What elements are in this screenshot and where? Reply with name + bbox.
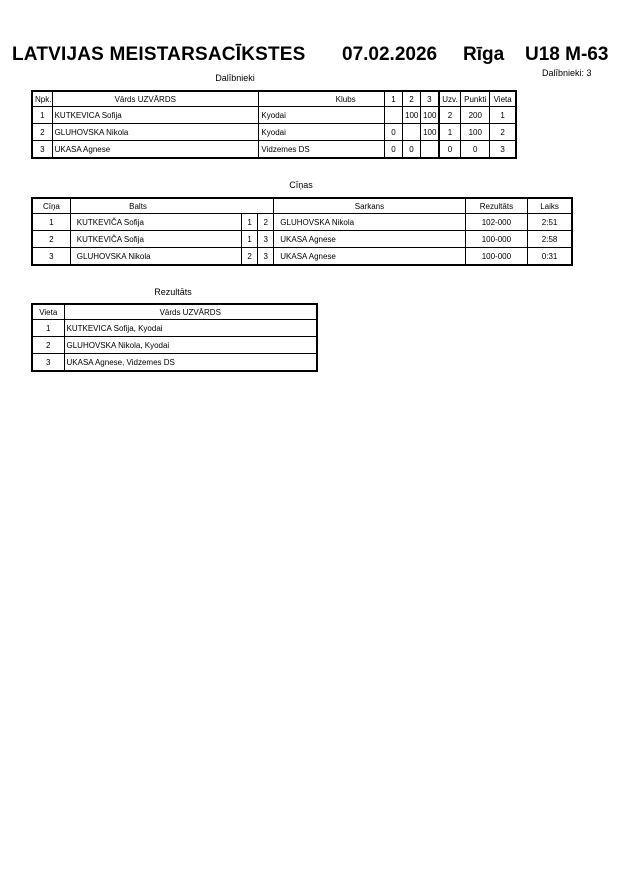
cell-name-club: GLUHOVSKA Nikola, Kyodai [64,337,317,354]
participants-header-row [32,91,516,107]
cell-no: 2 [32,124,52,141]
participants-table [31,90,517,159]
cell-time: 0:31 [528,248,572,266]
results-header-row [32,304,317,320]
cell-club: Vidzemes DS [259,141,385,159]
col-header-r2: 2 [403,91,421,107]
cell-wins: 0 [439,141,461,159]
cell-result: 100-000 [465,248,527,266]
cell-name-club: UKASA Agnese, Vidzemes DS [64,354,317,372]
col-header-r3: 3 [421,91,439,107]
cell-points: 0 [461,141,490,159]
cell-time: 2:51 [528,214,572,231]
cell-place: 3 [32,354,64,372]
cell-r2: 0 [403,141,421,159]
col-header-wins: Uzv. [439,91,461,107]
col-header-name: Vārds UZVĀRDS [64,304,317,320]
cell-result: 102-000 [465,214,527,231]
cell-r3: 100 [421,124,439,141]
cell-r1 [384,107,402,124]
fights-header-row [32,198,572,214]
cell-red: UKASA Agnese [274,231,465,248]
cell-place: 1 [32,320,64,337]
participants-count: Dalībnieki: 3 [542,68,592,78]
fights-section-label: Cīņas [289,180,313,190]
table-row [32,354,317,372]
col-header-club: Klubs [259,91,385,107]
cell-r1: 0 [384,124,402,141]
col-header-place: Vieta [490,91,516,107]
table-row [32,231,572,248]
table-row [32,141,516,159]
col-header-fight: Cīņa [32,198,70,214]
col-header-r1: 1 [384,91,402,107]
event-date: 07.02.2026 [342,44,438,65]
cell-time: 2:58 [528,231,572,248]
cell-white-no: 1 [242,214,258,231]
results-table [31,303,318,372]
cell-r1: 0 [384,141,402,159]
cell-wins: 1 [439,124,461,141]
col-header-white: Balts [70,198,273,214]
event-city: Rīga [463,44,505,65]
cell-points: 200 [461,107,490,124]
cell-club: Kyodai [259,107,385,124]
page-title: LATVIJAS MEISTARSACĪKSTES [12,44,306,65]
col-header-points: Punkti [461,91,490,107]
cell-points: 100 [461,124,490,141]
cell-r2 [403,124,421,141]
cell-r3: 100 [421,107,439,124]
participants-section-label: Dalībnieki [215,73,255,83]
cell-r2: 100 [403,107,421,124]
header [0,44,630,70]
col-header-time: Laiks [528,198,572,214]
cell-no: 3 [32,141,52,159]
cell-white-no: 2 [242,248,258,266]
cell-white-no: 1 [242,231,258,248]
cell-red: UKASA Agnese [274,248,465,266]
cell-place: 2 [490,124,516,141]
cell-fight-no: 1 [32,214,70,231]
cell-place: 1 [490,107,516,124]
cell-result: 100-000 [465,231,527,248]
cell-white: KUTKEVIČA Sofija [70,214,241,231]
table-row [32,107,516,124]
cell-white: GLUHOVSKA Nikola [70,248,241,266]
cell-red-no: 3 [258,231,274,248]
col-header-place: Vieta [32,304,64,320]
cell-red-no: 2 [258,214,274,231]
cell-no: 1 [32,107,52,124]
cell-name: GLUHOVSKA Nikola [52,124,259,141]
cell-place: 2 [32,337,64,354]
cell-place: 3 [490,141,516,159]
weight-category: U18 M-63 [525,44,609,65]
cell-name: UKASA Agnese [52,141,259,159]
table-row [32,124,516,141]
cell-red: GLUHOVSKA Nikola [274,214,465,231]
cell-wins: 2 [439,107,461,124]
results-section-label: Rezultāts [154,287,192,297]
col-header-name: Vārds UZVĀRDS [52,91,259,107]
table-row [32,337,317,354]
cell-white: KUTKEVIČA Sofija [70,231,241,248]
cell-fight-no: 3 [32,248,70,266]
cell-fight-no: 2 [32,231,70,248]
col-header-red: Sarkans [274,198,465,214]
col-header-result: Rezultāts [465,198,527,214]
table-row [32,248,572,266]
table-row [32,214,572,231]
col-header-no: Npk. [32,91,52,107]
cell-name: KUTKEVICA Sofija [52,107,259,124]
cell-club: Kyodai [259,124,385,141]
fights-table [31,197,573,266]
table-row [32,320,317,337]
cell-red-no: 3 [258,248,274,266]
cell-r3 [421,141,439,159]
cell-name-club: KUTKEVICA Sofija, Kyodai [64,320,317,337]
